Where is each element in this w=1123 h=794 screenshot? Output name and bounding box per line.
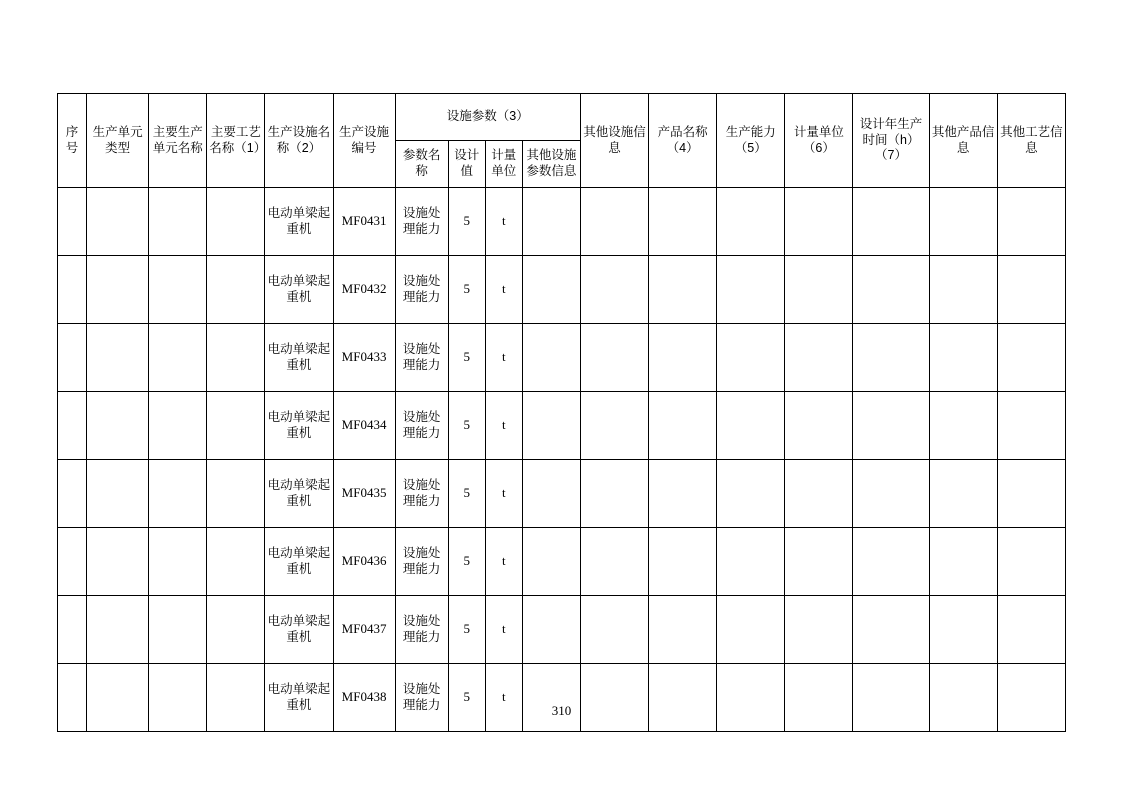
cell-seq [58,392,87,460]
cell-param-name: 设施处理能力 [395,188,448,256]
cell-capacity [717,324,785,392]
cell-unit-type [87,596,149,664]
col-header-product-name: 产品名称（4） [649,94,717,188]
cell-facility-name: 电动单梁起重机 [265,392,333,460]
col-header-measure-unit: 计量单位（6） [785,94,853,188]
cell-facility-code: MF0436 [333,528,395,596]
cell-other-process-info [997,596,1065,664]
cell-product-name [649,256,717,324]
col-header-unit-type: 生产单元类型 [87,94,149,188]
table-row [58,596,1066,664]
cell-param-name: 设施处理能力 [395,460,448,528]
col-header-other-facility-info: 其他设施信息 [580,94,648,188]
cell-measure-unit [785,324,853,392]
cell-measure-unit [785,188,853,256]
cell-param-name: 设施处理能力 [395,392,448,460]
cell-product-name [649,528,717,596]
cell-other-product-info [929,256,997,324]
cell-capacity [717,460,785,528]
cell-seq [58,460,87,528]
table-row [58,460,1066,528]
cell-other-product-info [929,596,997,664]
cell-unit-type [87,528,149,596]
cell-measure-unit [785,256,853,324]
cell-seq [58,664,87,732]
table-row [58,664,1066,732]
cell-facility-code: MF0433 [333,324,395,392]
table-header [58,94,1066,188]
cell-other-facility-info [580,392,648,460]
cell-other-param-info [522,324,580,392]
cell-unit-type [87,256,149,324]
cell-design-value: 5 [448,256,485,324]
cell-process-name [207,596,265,664]
cell-design-time [853,256,929,324]
cell-unit-name [149,392,207,460]
cell-process-name [207,256,265,324]
cell-measure-unit [785,392,853,460]
cell-other-facility-info [580,528,648,596]
cell-seq [58,188,87,256]
cell-unit-type [87,188,149,256]
cell-unit-name [149,256,207,324]
cell-facility-code: MF0432 [333,256,395,324]
col-header-param-unit: 计量单位 [485,141,522,188]
cell-param-unit: t [485,596,522,664]
cell-other-product-info [929,324,997,392]
cell-seq [58,596,87,664]
cell-capacity [717,664,785,732]
col-header-design-time: 设计年生产时间（h）（7） [853,94,929,188]
cell-facility-name: 电动单梁起重机 [265,596,333,664]
cell-other-product-info [929,460,997,528]
cell-facility-code: MF0434 [333,392,395,460]
cell-unit-name [149,664,207,732]
cell-measure-unit [785,664,853,732]
cell-design-time [853,188,929,256]
page-number: 310 [551,703,572,718]
cell-measure-unit [785,460,853,528]
cell-other-process-info [997,460,1065,528]
cell-unit-type [87,324,149,392]
cell-other-process-info [997,188,1065,256]
col-header-param-name: 参数名称 [395,141,448,188]
cell-product-name [649,392,717,460]
cell-other-product-info [929,392,997,460]
cell-facility-name: 电动单梁起重机 [265,324,333,392]
table-row [58,324,1066,392]
cell-capacity [717,188,785,256]
table-row [58,188,1066,256]
cell-facility-name: 电动单梁起重机 [265,256,333,324]
col-header-facility-code: 生产设施编号 [333,94,395,188]
cell-unit-name [149,528,207,596]
cell-process-name [207,460,265,528]
cell-facility-name: 电动单梁起重机 [265,188,333,256]
cell-other-param-info [522,528,580,596]
table-body [58,188,1066,732]
cell-other-param-info [522,392,580,460]
cell-capacity [717,596,785,664]
cell-process-name [207,188,265,256]
cell-other-param-info [522,256,580,324]
cell-capacity [717,392,785,460]
cell-product-name [649,324,717,392]
cell-param-name: 设施处理能力 [395,324,448,392]
cell-other-param-info [522,596,580,664]
col-header-other-product-info: 其他产品信息 [929,94,997,188]
cell-unit-name [149,188,207,256]
cell-other-facility-info [580,256,648,324]
cell-facility-code: MF0435 [333,460,395,528]
cell-design-value: 5 [448,324,485,392]
facility-parameter-table-wrapper [57,93,1066,732]
cell-other-param-info [522,664,580,732]
col-header-process-name: 主要工艺名称（1） [207,94,265,188]
cell-other-param-info [522,460,580,528]
col-header-unit-name: 主要生产单元名称 [149,94,207,188]
cell-facility-name: 电动单梁起重机 [265,664,333,732]
col-header-facility-parameters-group: 设施参数（3） [395,94,580,141]
cell-param-unit: t [485,256,522,324]
cell-process-name [207,664,265,732]
cell-other-param-info [522,188,580,256]
cell-capacity [717,256,785,324]
cell-other-process-info [997,392,1065,460]
table-header-row-1 [58,94,1066,141]
cell-other-facility-info [580,460,648,528]
cell-other-facility-info [580,324,648,392]
cell-facility-name: 电动单梁起重机 [265,528,333,596]
cell-param-unit: t [485,392,522,460]
cell-design-time [853,528,929,596]
cell-unit-type [87,460,149,528]
cell-design-time [853,392,929,460]
col-header-other-param-info: 其他设施参数信息 [522,141,580,188]
cell-design-time [853,460,929,528]
cell-param-name: 设施处理能力 [395,664,448,732]
cell-design-value: 5 [448,596,485,664]
cell-unit-type [87,392,149,460]
table-row [58,256,1066,324]
cell-other-facility-info [580,596,648,664]
cell-param-name: 设施处理能力 [395,256,448,324]
col-header-design-value: 设计值 [448,141,485,188]
cell-param-name: 设施处理能力 [395,528,448,596]
cell-param-unit: t [485,528,522,596]
cell-measure-unit [785,528,853,596]
cell-process-name [207,324,265,392]
col-header-other-process-info: 其他工艺信息 [997,94,1065,188]
cell-facility-code: MF0438 [333,664,395,732]
cell-seq [58,528,87,596]
cell-other-process-info [997,528,1065,596]
cell-unit-type [87,664,149,732]
cell-param-unit: t [485,664,522,732]
cell-product-name [649,460,717,528]
cell-param-unit: t [485,324,522,392]
cell-design-time [853,324,929,392]
col-header-facility-name: 生产设施名称（2） [265,94,333,188]
cell-facility-code: MF0437 [333,596,395,664]
cell-unit-name [149,596,207,664]
cell-param-name: 设施处理能力 [395,596,448,664]
cell-facility-code: MF0431 [333,188,395,256]
cell-facility-name: 电动单梁起重机 [265,460,333,528]
col-header-seq: 序号 [58,94,87,188]
cell-param-unit: t [485,188,522,256]
cell-param-unit: t [485,460,522,528]
cell-seq [58,324,87,392]
cell-design-value: 5 [448,188,485,256]
cell-process-name [207,528,265,596]
cell-other-facility-info [580,664,648,732]
cell-unit-name [149,324,207,392]
cell-seq [58,256,87,324]
cell-product-name [649,596,717,664]
cell-design-time [853,664,929,732]
cell-design-value: 5 [448,460,485,528]
cell-process-name [207,392,265,460]
facility-parameter-table [57,93,1066,732]
table-row [58,528,1066,596]
cell-design-value: 5 [448,392,485,460]
cell-other-process-info [997,664,1065,732]
cell-other-facility-info [580,188,648,256]
cell-other-process-info [997,324,1065,392]
col-header-capacity: 生产能力（5） [717,94,785,188]
cell-product-name [649,188,717,256]
cell-design-value: 5 [448,528,485,596]
cell-measure-unit [785,596,853,664]
cell-other-product-info [929,528,997,596]
table-row [58,392,1066,460]
cell-capacity [717,528,785,596]
cell-product-name [649,664,717,732]
cell-other-process-info [997,256,1065,324]
cell-other-product-info [929,188,997,256]
cell-unit-name [149,460,207,528]
cell-design-time [853,596,929,664]
cell-other-product-info [929,664,997,732]
cell-design-value: 5 [448,664,485,732]
